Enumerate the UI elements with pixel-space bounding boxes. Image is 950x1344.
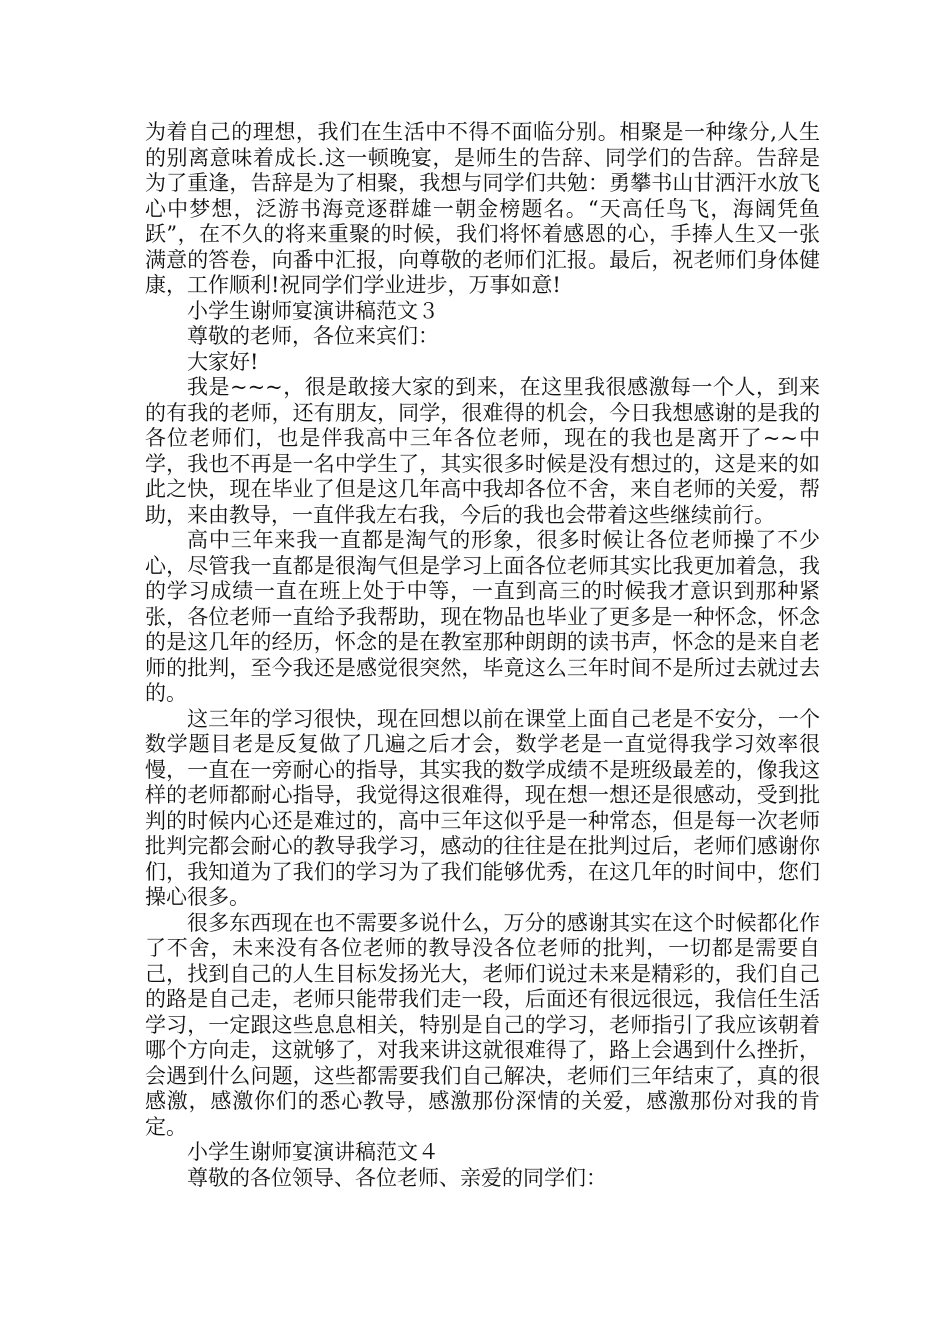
salutation-speech-4: 尊敬的各位领导、各位老师、亲爱的同学们：: [187, 1165, 607, 1190]
paragraph-gratitude: 很多东西现在也不需要多说什么，万分的感谢其实在这个时候都化作了不舍，未来没有各位老师的教导没各位老师的批判，一切都是需要自己，找到自己的人生目标发扬光大，老师们说过未来是精彩的，我们自己的路是自己走，老师只能带我们走一段，后面还有很远很远，我信任生活学习，一定跟这些息息相关，特别是自己的学习，老师指引了我应该朝着哪个方向走，这就够了，对我来讲这就很难得了，路上会遇到什么挫折，会遇到什么问题，这些都需要我们自己解决，老师们三年结束了，真的很感激，感激你们的悉心教导，感激那份深情的关爱，感激那份对我的肯定。: [145, 910, 820, 1139]
paragraph-study-memories: 这三年的学习很快，现在回想以前在课堂上面自己老是不安分，一个数学题目老是反复做了几遍之后才会，数学老是一直觉得我学习效率很慢，一直在一旁耐心的指导，其实我的数学成绩不是班级最差的，像我这样的老师都耐心指导，我觉得这很难得，现在想一想还是很感动，受到批判的时候内心还是难过的，高中三年这似乎是一种常态，但是每一次老师批判完都会耐心的教导我学习，感动的往往是在批判过后，老师们感谢你们，我知道为了我们的学习为了我们能够优秀，在这几年的时间中，您们操心很多。: [145, 706, 820, 909]
section-title-speech-4: 小学生谢师宴演讲稿范文４: [187, 1140, 439, 1164]
salutation: 尊敬的老师，各位来宾们：: [187, 324, 439, 348]
greeting: 大家好!: [187, 349, 259, 374]
section-title-speech-3: 小学生谢师宴演讲稿范文３: [187, 298, 439, 323]
paragraph-closing-speech-2: 为着自己的理想，我们在生活中不得不面临分别。相聚是一种缘分,人生的别离意味着成长.这一顿晚宴，是师生的告辞、同学们的告辞。告辞是为了重逢，告辞是为了相聚，我想与同学们共勉：勇攀书山甘洒汗水放飞心中梦想，泛游书海竞逐群雄一朝金榜题名。“天高任鸟飞，海阔凭鱼跃”，在不久的将来重聚的时候，我们将怀着感恩的心，手捧人生又一张满意的答卷，向番中汇报，向尊敬的老师们汇报。最后，祝老师们身体健康，工作顺利!祝同学们学业进步，万事如意!: [145, 120, 820, 297]
paragraph-high-school-years: 高中三年来我一直都是淘气的形象，很多时候让各位老师操了不少心，尽管我一直都是很淘气但是学习上面各位老师其实比我更加着急，我的学习成绩一直在班上处于中等，一直到高三的时候我才意识到那种紧张，各位老师一直给予我帮助，现在物品也毕业了更多是一种怀念，怀念的是这几年的经历，怀念的是在教室那种朗朗的读书声，怀念的是来自老师的批判，至今我还是感觉很突然，毕竟这么三年时间不是所过去就过去的。: [145, 528, 820, 705]
document-page: [145, 120, 820, 1191]
paragraph-intro: 我是~~~，很是敢接大家的到来，在这里我很感激每一个人，到来的有我的老师，还有朋友，同学，很难得的机会，今日我想感谢的是我的各位老师们，也是伴我高中三年各位老师，现在的我也是离开了~~中学，我也不再是一名中学生了，其实很多时候是没有想过的，这是来的如此之快，现在毕业了但是这几年高中我却各位不舍，来自老师的关爱，帮助，来由教导，一直伴我左右我，今后的我也会带着这些继续前行。: [145, 375, 820, 527]
